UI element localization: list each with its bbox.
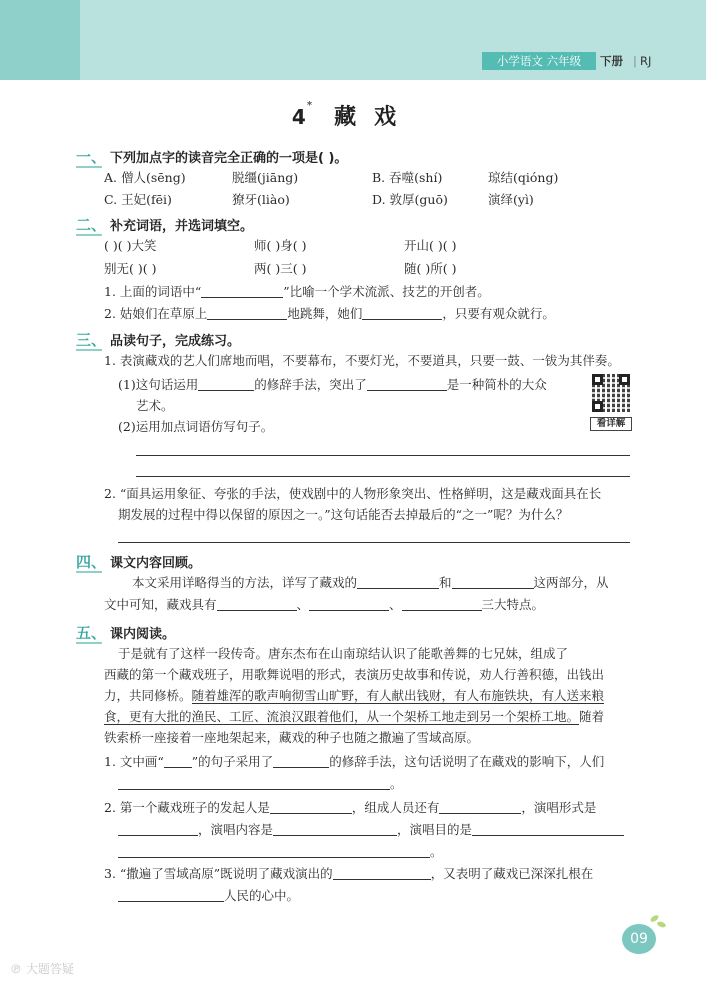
q5-question-2-line-3: 。 (118, 844, 443, 860)
lesson-title (0, 100, 706, 131)
q2-sentence-2: 2. 姑娘们在草原上 地跳舞，她们 ，只要有观众就行。 (104, 306, 555, 321)
q5-question-1-cont: 。 (118, 776, 403, 792)
q1-option-c1: C. 王妃(fēi) (104, 192, 172, 207)
q1-option-b1: B. 吞噬(shí) (372, 170, 443, 185)
section-5-heading: 五、 课内阅读。 (76, 623, 175, 641)
q5-q3-blank-2[interactable] (118, 889, 224, 902)
q2-s1-blank[interactable] (201, 285, 283, 298)
q3-question-2-line-2: 期发展的过程中得以保留的原因之一。”这句话能否去掉最后的“之一”呢？为什么？ (118, 507, 569, 522)
lesson-name: 藏戏 (334, 105, 415, 130)
q3-q2-answer-line[interactable] (118, 542, 630, 543)
q5-q3-blank-1[interactable] (333, 867, 431, 880)
header-corner-block (0, 0, 80, 80)
q2-sentence-1: 1. 上面的词语中“ ”比喻一个学术流派、技艺的开创者。 (104, 284, 490, 299)
lesson-number: 4 (291, 105, 306, 129)
idiom-6[interactable]: 随( )所( ) (404, 261, 457, 276)
q4-line-1: 本文采用详略得当的方法，详写了藏戏的 和 这两部分，从 (132, 575, 609, 590)
passage-line-4: 食，更有大批的渔民、工匠、流浪汉跟着他们，从一个架桥工地走到另一个架桥工地。随着 (104, 709, 605, 724)
q5-q2-blank-2[interactable] (439, 801, 521, 814)
q3-p1-blank-2[interactable] (367, 378, 447, 391)
edition-label: RJ (640, 54, 652, 68)
q5-q2-blank-4[interactable] (273, 823, 397, 836)
q3-p1-blank-1[interactable] (198, 378, 254, 391)
q1-option-d2: 演绎(yì) (488, 192, 534, 207)
watermark: ℗ 大题答疑 (10, 962, 74, 976)
q5-q2-blank-1[interactable] (270, 801, 352, 814)
q4-blank-1[interactable] (357, 576, 439, 589)
q4-blank-5[interactable] (402, 598, 482, 611)
passage-underlined-2: 食，更有大批的渔民、工匠、流浪汉跟着他们，从一个架桥工地走到另一个架桥工地。 (104, 709, 580, 724)
section-2-heading: 二、 补充词语，并选词填空。 (76, 215, 253, 233)
idiom-3[interactable]: 开山( )( ) (404, 238, 457, 253)
passage-line-2: 西藏的第一个藏戏班子，用歌舞说唱的形式，表演历史故事和传说，劝人行善积德，出钱出 (104, 667, 605, 682)
q3-question-2-line-1: 2. “面具运用象征、夸张的手法，使戏剧中的人物形象突出、性格鲜明，这是藏戏面具在长 (104, 486, 602, 501)
lesson-star: * (306, 100, 313, 111)
passage-line-3: 力，共同修桥。随着雄浑的歌声响彻雪山旷野，有人献出钱财，有人布施铁块，有人送来粮 (104, 688, 605, 703)
idiom-1[interactable]: ( )( )大笑 (104, 238, 157, 253)
q3-sentence: 1. 表演藏戏的艺人们席地而唱，不要幕布，不要灯光，不要道具，只要一鼓、一钹为其伴奏。 (104, 353, 620, 368)
q3-part-2: (2)运用加点词语仿写句子。 (118, 419, 274, 434)
subject-grade-tag: 小学语文 六年级 (482, 52, 596, 70)
q5-question-2: 2. 第一个藏戏班子的发起人是 ，组成人员还有 ，演唱形式是 (104, 800, 597, 815)
q5-question-1: 1. 文中画“ ”的句子采用了 的修辞手法，这句话说明了在藏戏的影响下，人们 (104, 754, 605, 769)
q2-s2-blank-1[interactable] (207, 307, 287, 320)
header-separator: | (633, 54, 637, 68)
q5-question-3-line-2: 人民的心中。 (118, 888, 299, 904)
q1-option-c2: 獠牙(liào) (232, 192, 290, 207)
q5-q2-blank-5[interactable] (472, 823, 624, 836)
term-label: 下册 (600, 54, 623, 68)
q3-part-1-continued: 艺术。 (136, 398, 174, 413)
q5-q1-blank-2[interactable] (118, 777, 390, 790)
idiom-4[interactable]: 别无( )( ) (104, 261, 157, 276)
q4-blank-2[interactable] (452, 576, 534, 589)
q5-question-2-line-2: ，演唱内容是 ，演唱目的是 (118, 822, 624, 838)
q5-q2-blank-6[interactable] (118, 845, 430, 858)
q3-part-1: (1)这句话运用 的修辞手法，突出了 是一种简朴的大众 (118, 377, 547, 392)
q2-s2-blank-2[interactable] (362, 307, 442, 320)
q1-option-a2: 脱缰(jiāng) (232, 170, 299, 185)
passage-underlined-1: 随着雄浑的歌声响彻雪山旷野，有人献出钱财，有人布施铁块，有人送来粮 (191, 688, 605, 703)
idiom-2[interactable]: 师( )身( ) (254, 238, 307, 253)
q4-line-2: 文中可知，藏戏具有 、 、 三大特点。 (104, 597, 545, 612)
q3-answer-line-1[interactable] (136, 455, 630, 456)
idiom-5[interactable]: 两( )三( ) (254, 261, 307, 276)
q4-blank-4[interactable] (309, 598, 389, 611)
q1-option-a1: A. 僧人(sēng) (104, 170, 186, 185)
q5-q1-blank-1[interactable] (273, 755, 329, 768)
section-1-heading: 一、 下列加点字的读音完全正确的一项是( )。 (76, 147, 347, 165)
section-4-heading: 四、 课文内容回顾。 (76, 552, 201, 570)
view-explanation-label[interactable]: 看详解 (590, 417, 632, 431)
passage-line-5: 铁索桥一座接着一座地架起来，藏戏的种子也随之撒遍了雪域高原。 (104, 730, 480, 745)
q4-blank-3[interactable] (217, 598, 297, 611)
q3-answer-line-2[interactable] (136, 476, 630, 477)
passage-line-1: 于是就有了这样一段传奇。唐东杰布在山南琼结认识了能歌善舞的七兄妹，组成了 (118, 646, 569, 661)
q1-option-b2: 琼结(qióng) (488, 170, 559, 185)
q5-question-3: 3. “撒遍了雪域高原”既说明了藏戏演出的 ，又表明了藏戏已深深扎根在 (104, 866, 594, 881)
page-number: 09 (622, 924, 656, 954)
q1-option-d1: D. 敦厚(guō) (372, 192, 448, 207)
q5-q2-blank-3[interactable] (118, 823, 198, 836)
section-3-heading: 三、 品读句子，完成练习。 (76, 330, 240, 348)
